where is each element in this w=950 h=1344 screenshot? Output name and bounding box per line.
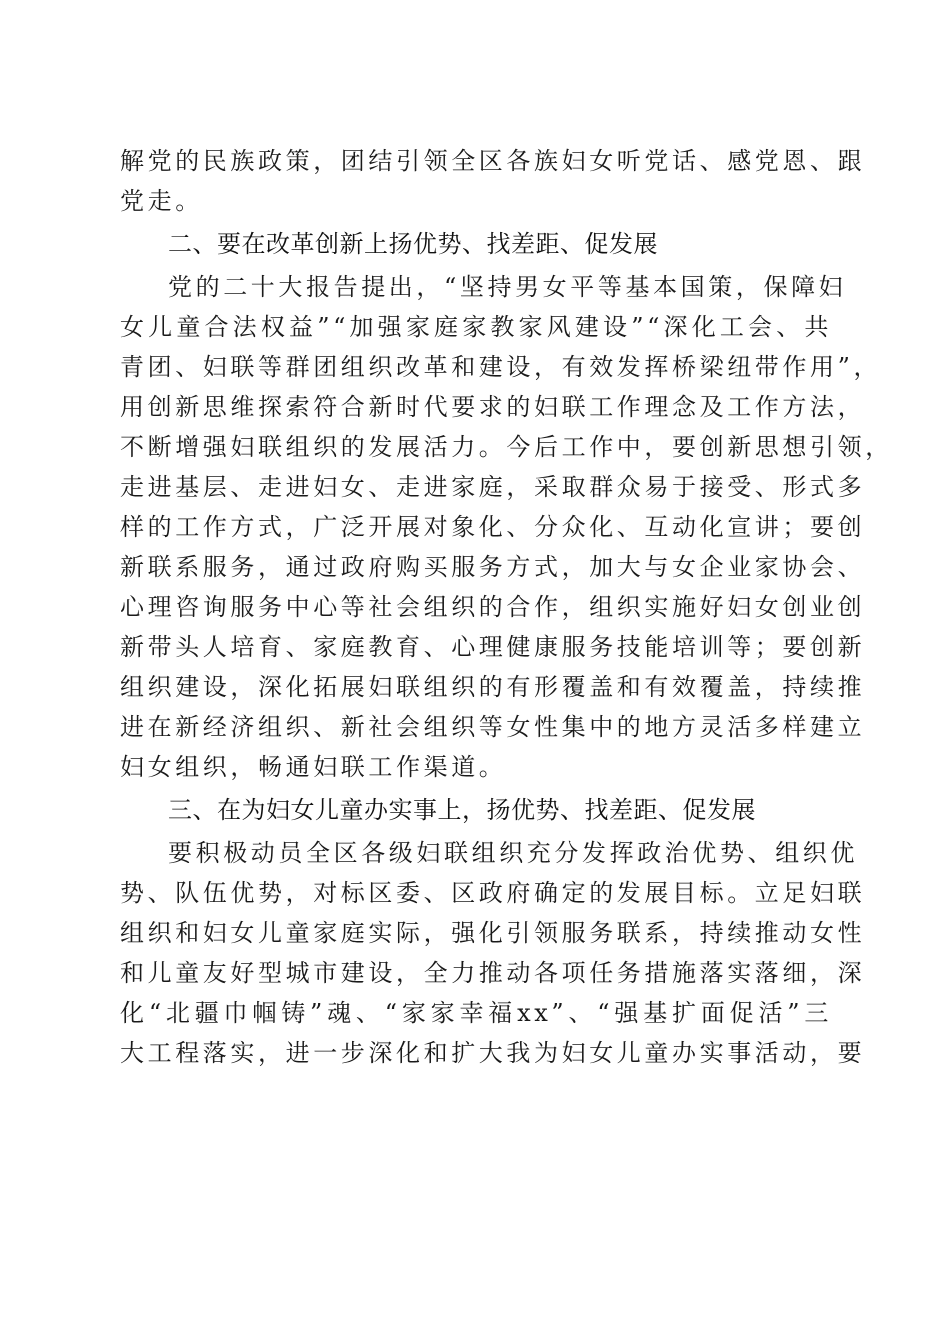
text-line: 样的工作方式，广泛开展对象化、分众化、互动化宣讲；要创 xyxy=(120,513,866,541)
text-line: 大工程落实，进一步深化和扩大我为妇女儿童办实事活动，要 xyxy=(120,1039,866,1067)
text-line: 化“北疆巾帼铸”魂、“家家幸福xx”、“强基扩面促活”三 xyxy=(120,999,832,1027)
text-line: 和儿童友好型城市建设，全力推动各项任务措施落实落细，深 xyxy=(120,959,866,987)
text-line: 走进基层、走进妇女、走进家庭，采取群众易于接受、形式多 xyxy=(120,473,866,501)
text-line: 组织建设，深化拓展妇联组织的有形覆盖和有效覆盖，持续推 xyxy=(120,673,866,701)
text-line: 新联系服务，通过政府购买服务方式，加大与女企业家协会、 xyxy=(120,553,866,581)
text-line: 妇女组织，畅通妇联工作渠道。 xyxy=(120,753,507,781)
text-line: 要积极动员全区各级妇联组织充分发挥政治优势、组织优 xyxy=(168,839,858,867)
text-line: 女儿童合法权益”“加强家庭家教家风建设”“深化工会、共 xyxy=(120,313,832,341)
text-line: 用创新思维探索符合新时代要求的妇联工作理念及工作方法， xyxy=(120,393,866,421)
text-line: 组织和妇女儿童家庭实际，强化引领服务联系，持续推动女性 xyxy=(120,919,866,947)
paragraph-reform-innovation xyxy=(120,267,893,787)
text-line: 不断增强妇联组织的发展活力。今后工作中，要创新思想引领， xyxy=(120,433,893,461)
text-line: 心理咨询服务中心等社会组织的合作，组织实施好妇女创业创 xyxy=(120,593,866,621)
section-heading-2: 二、要在改革创新上扬优势、找差距、促发展 xyxy=(168,230,658,258)
document-page xyxy=(120,141,893,1073)
text-line: 解党的民族政策，团结引领全区各族妇女听党话、感党恩、跟 xyxy=(120,147,866,175)
text-line: 党的二十大报告提出，“坚持男女平等基本国策，保障妇 xyxy=(168,273,847,301)
paragraph-continuation xyxy=(120,141,866,221)
section-heading-3: 三、在为妇女儿童办实事上，扬优势、找差距、促发展 xyxy=(168,796,756,824)
text-line: 党走。 xyxy=(120,187,203,215)
text-line: 青团、妇联等群团组织改革和建设，有效发挥桥梁纽带作用”， xyxy=(120,353,882,381)
text-line: 进在新经济组织、新社会组织等女性集中的地方灵活多样建立 xyxy=(120,713,866,741)
text-line: 新带头人培育、家庭教育、心理健康服务技能培训等；要创新 xyxy=(120,633,866,661)
paragraph-practical-matters xyxy=(120,833,866,1073)
text-line: 势、队伍优势，对标区委、区政府确定的发展目标。立足妇联 xyxy=(120,879,866,907)
